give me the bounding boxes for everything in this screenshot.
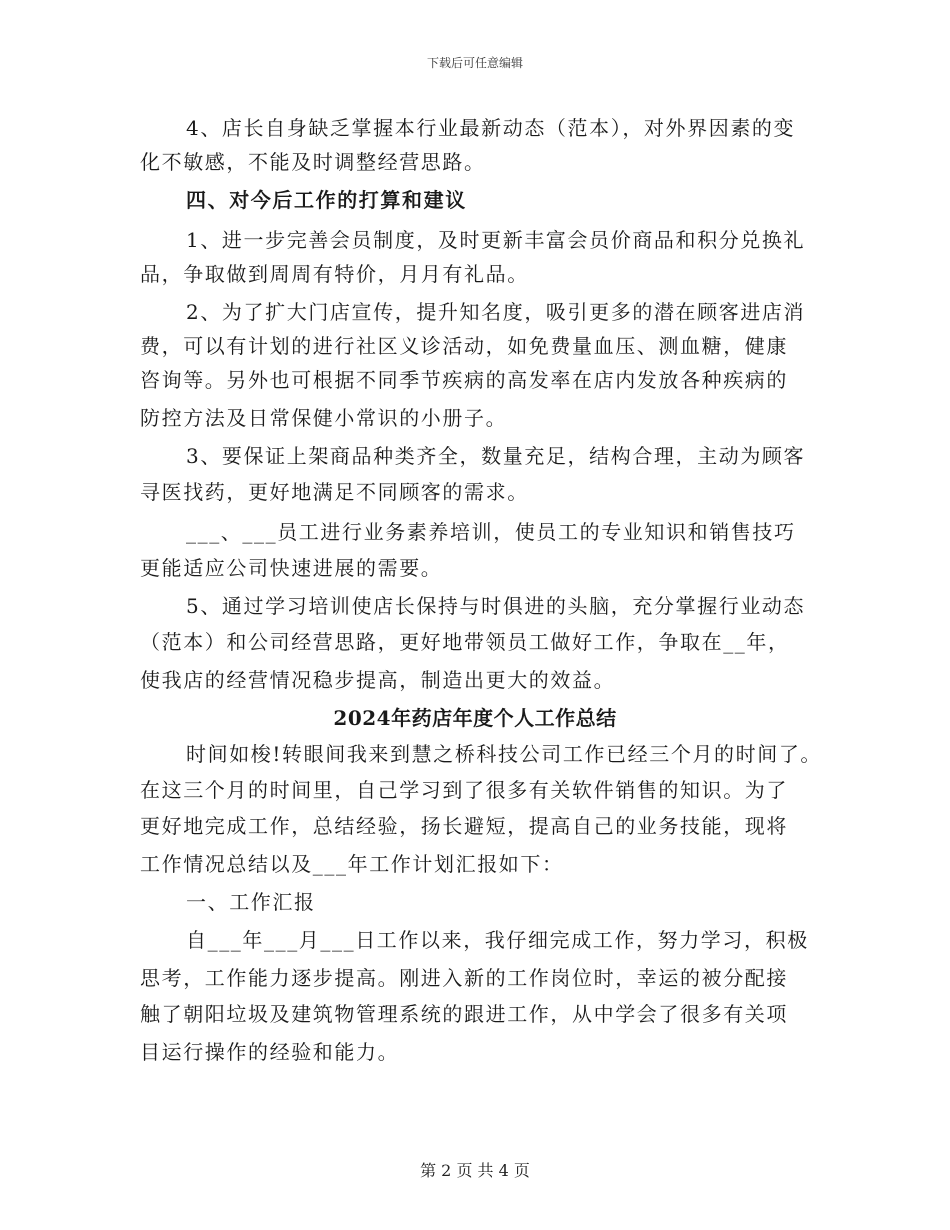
paragraph-line: 3、要保证上架商品种类齐全，数量充足，结构合理，主动为顾客	[186, 444, 806, 468]
article-title: 2024年药店年度个人工作总结	[333, 706, 617, 730]
section-heading: 一、工作汇报	[186, 890, 316, 914]
paragraph-line: 自___年___月___日工作以来，我仔细完成工作，努力学习，积极	[186, 928, 809, 952]
page-header: 下载后可任意编辑	[426, 56, 523, 70]
paragraph-line: 更好地完成工作，总结经验，扬长避短，提高自己的业务技能，现将	[140, 814, 788, 838]
paragraph-line: 更能适应公司快速进展的需要。	[140, 556, 443, 580]
paragraph-line: ___、___员工进行业务素养培训，使员工的专业知识和销售技巧	[186, 520, 796, 544]
paragraph-line: 化不敏感，不能及时调整经营思路。	[140, 150, 486, 174]
paragraph-line: 5、通过学习培训使店长保持与时俱进的头脑，充分掌握行业动态	[186, 594, 806, 618]
paragraph-line: 2、为了扩大门店宣传，提升知名度，吸引更多的潜在顾客进店消	[186, 300, 806, 324]
paragraph-line: 防控方法及日常保健小常识的小册子。	[140, 406, 508, 430]
paragraph-line: 目运行操作的经验和能力。	[140, 1040, 400, 1064]
paragraph-line: 4、店长自身缺乏掌握本行业最新动态（范本），对外界因素的变	[186, 116, 796, 140]
section-heading: 四、对今后工作的打算和建议	[186, 188, 467, 212]
paragraph-line: 寻医找药，更好地满足不同顾客的需求。	[140, 480, 529, 504]
paragraph-line: 咨询等。另外也可根据不同季节疾病的高发率在店内发放各种疾病的	[140, 368, 788, 392]
page-footer: 第 2 页 共 4 页	[420, 1161, 530, 1180]
paragraph-line: 品，争取做到周周有特价，月月有礼品。	[140, 262, 529, 286]
paragraph-line: 触了朝阳垃圾及建筑物管理系统的跟进工作，从中学会了很多有关项	[140, 1002, 788, 1026]
paragraph-line: 1、进一步完善会员制度，及时更新丰富会员价商品和积分兑换礼	[186, 228, 806, 252]
paragraph-line: 时间如梭!转眼间我来到慧之桥科技公司工作已经三个月的时间了。	[186, 742, 823, 766]
paragraph-line: （范本）和公司经营思路，更好地带领员工做好工作，争取在__年，	[140, 630, 790, 654]
paragraph-line: 工作情况总结以及___年工作计划汇报如下：	[140, 852, 564, 876]
paragraph-line: 在这三个月的时间里，自己学习到了很多有关软件销售的知识。为了	[140, 778, 788, 802]
paragraph-line: 思考，工作能力逐步提高。刚进入新的工作岗位时，幸运的被分配接	[140, 966, 788, 990]
paragraph-line: 费，可以有计划的进行社区义诊活动，如免费量血压、测血糖，健康	[140, 334, 788, 358]
paragraph-line: 使我店的经营情况稳步提高，制造出更大的效益。	[140, 668, 616, 692]
